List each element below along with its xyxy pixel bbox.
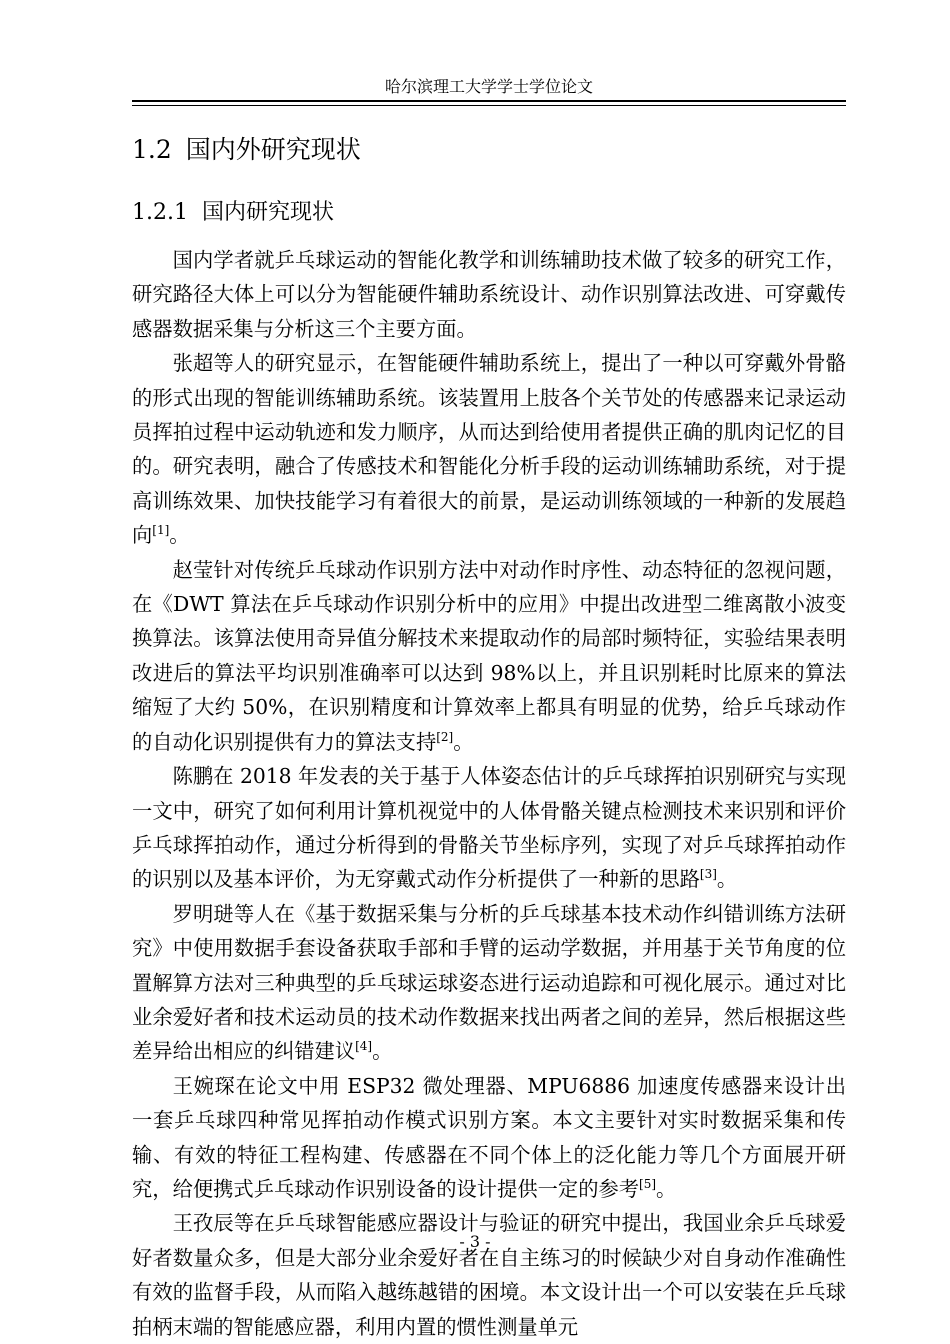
running-header: 哈尔滨理工大学学士学位论文 [384,77,593,96]
subsection-heading [132,198,334,228]
paragraph-text: 张超等人的研究显示，在智能硬件辅助系统上，提出了一种以可穿戴外骨骼的形式出现的智能训练辅助系统。该装置用上肢各个关节处的传感器来记录运动员挥拍过程中运动轨迹和发力顺序，从而达到给使用者提供正确的肌肉记忆的目的。研究表明，融合了传感技术和智能化分析手段的运动训练辅助系统，对于提高训练效果、加快技能学习有着很大的前景，是运动训练领域的一种新的发展趋向 [132,351,846,548]
paragraph [132,243,846,346]
section-number: 1.2 [132,135,172,164]
header-rule-thin [132,105,846,106]
citation-ref: [4] [355,1039,373,1054]
paragraph-tail: 。 [169,523,190,548]
citation-ref: [2] [436,729,454,744]
paragraph [132,897,846,1069]
body-text [132,243,846,1344]
paragraph-text: 王孜辰等在乒乓球智能感应器设计与验证的研究中提出，我国业余乒乓球爱好者数量众多，但是大部分业余爱好者在自主练习的时候缺少对自身动作准确性有效的监督手段，从而陷入越练越错的困境。本文设计出一个可以安装在乒乓球拍柄末端的智能感应器，利用内置的惯性测量单元 [132,1211,846,1339]
paragraph-tail: 。 [453,729,474,754]
paragraph [132,346,846,552]
paragraph [132,1069,846,1207]
paragraph-text: 赵莹针对传统乒乓球动作识别方法中对动作时序性、动态特征的忽视问题，在《DWT 算法在乒乓球动作识别分析中的应用》中提出改进型二维离散小波变换算法。该算法使用奇异值分解技术来提取动作的局部时频特征，实验结果表明改进后的算法平均识别准确率可以达到 98%以上，并且识别耗时比原来的算法缩短了大约 50%，在识别精度和计算效率上都具有明显的优势，给乒乓球动作的自动化识别提供有力的算法支持 [132,557,846,754]
section-heading [132,133,361,167]
section-title: 国内外研究现状 [185,135,361,164]
paragraph [132,553,846,759]
paragraph-text: 王婉琛在论文中用 ESP32 微处理器、MPU6886 加速度传感器来设计出一套乒乓球四种常见挥拍动作模式识别方案。本文主要针对实时数据采集和传输、有效的特征工程构建、传感器在不同个体上的泛化能力等几个方面展开研究，给便携式乒乓球动作识别设备的设计提供一定的参考 [132,1073,846,1201]
paragraph-tail: 。 [656,1176,677,1201]
paragraph-tail: 。 [372,1039,393,1064]
paragraph-text: 陈鹏在 2018 年发表的关于基于人体姿态估计的乒乓球挥拍识别研究与实现一文中，研究了如何利用计算机视觉中的人体骨骼关键点检测技术来识别和评价乒乓球挥拍动作，通过分析得到的骨骼关节坐标序列，实现了对乒乓球挥拍动作的识别以及基本评价，为无穿戴式动作分析提供了一种新的思路 [132,764,846,892]
citation-ref: [5] [639,1176,657,1191]
paragraph-text: 国内学者就乒乓球运动的智能化教学和训练辅助技术做了较多的研究工作，研究路径大体上可以分为智能硬件辅助系统设计、动作识别算法改进、可穿戴传感器数据采集与分析这三个主要方面。 [132,248,846,341]
citation-ref: [1] [152,523,170,538]
subsection-number: 1.2.1 [132,200,188,225]
paragraph [132,759,846,897]
page-number: - 3 - [459,1232,491,1251]
subsection-title: 国内研究现状 [201,200,334,225]
paragraph [132,1206,846,1344]
header-rule-thick [132,100,846,102]
paragraph-text: 罗明琎等人在《基于数据采集与分析的乒乓球基本技术动作纠错训练方法研究》中使用数据手套设备获取手部和手臂的运动学数据，并用基于关节角度的位置解算方法对三种典型的乒乓球运球姿态进行运动追踪和可视化展示。通过对比业余爱好者和技术运动员的技术动作数据来找出两者之间的差异，然后根据这些差异给出相应的纠错建议 [132,901,846,1064]
citation-ref: [3] [699,867,717,882]
paragraph-tail: 。 [716,867,738,892]
